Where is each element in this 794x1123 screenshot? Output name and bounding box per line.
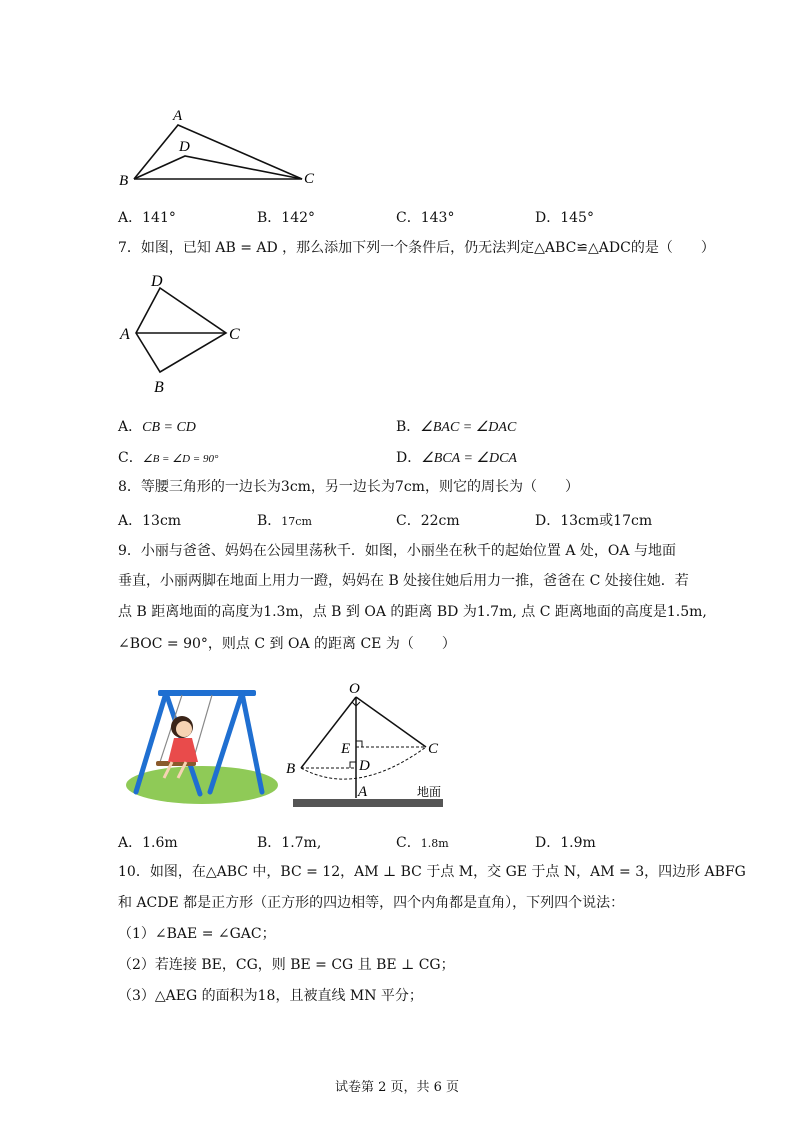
label-a: A — [358, 784, 368, 800]
q7-option-c[interactable] — [118, 447, 218, 467]
q7-option-b[interactable] — [396, 416, 516, 436]
q9-stem-line4: ∠BOC = 90°，则点 C 到 OA 的距离 CE 为（ ） — [118, 636, 456, 652]
option-text: 1.9m — [560, 835, 596, 851]
option-letter: A． — [118, 835, 143, 851]
option-letter: B． — [396, 419, 421, 435]
segment-oc — [356, 697, 426, 747]
option-text: 17cm — [281, 515, 312, 528]
label-b: B — [286, 761, 296, 777]
option-letter: C． — [396, 835, 421, 851]
option-text: 13cm — [142, 513, 182, 529]
option-text: 1.8m — [420, 837, 449, 850]
q6-option-a[interactable] — [118, 207, 176, 227]
right-angle-e — [356, 741, 362, 747]
q10-stem-line1: 10．如图，在△ABC 中，BC = 12，AM ⊥ BC 于点 M，交 GE 于点 N，AM = 3，四边形 ABFG — [118, 864, 746, 880]
grass-patch — [126, 766, 278, 804]
label-a: A — [173, 108, 183, 124]
segment-ob — [301, 697, 356, 768]
q7-option-a[interactable] — [118, 416, 196, 436]
swing-illustration — [124, 682, 284, 807]
label-b: B — [119, 173, 129, 189]
option-text: 142° — [281, 210, 316, 226]
option-text: 22cm — [420, 513, 460, 529]
option-text: ∠BCA = ∠DCA — [421, 451, 517, 466]
ground-bar — [293, 799, 443, 807]
label-d: D — [151, 273, 163, 290]
label-ground: 地面 — [417, 785, 442, 799]
label-c: C — [428, 741, 439, 757]
q9-stem-line3: 点 B 距离地面的高度为1.3m，点 B 到 OA 的距离 BD 为1.7m, 点 C 距离地面的高度是1.5m, — [118, 604, 707, 620]
quadrilateral-abcd — [136, 288, 226, 372]
right-angle-d — [350, 762, 356, 768]
option-letter: C． — [396, 210, 421, 226]
option-letter: B． — [257, 210, 282, 226]
label-d: D — [359, 758, 370, 774]
q9-option-c[interactable] — [396, 832, 449, 852]
option-text: 141° — [142, 210, 176, 226]
q10-statement-1: （1）∠BAE = ∠GAC； — [118, 926, 276, 942]
q7-stem: 7．如图，已知 AB = AD ，那么添加下列一个条件后，仍无法判定△ABC≌△ADC的是（ ） — [118, 240, 715, 256]
q6-triangle-figure — [110, 100, 330, 195]
q10-statement-2: （2）若连接 BE，CG，则 BE = CG 且 BE ⊥ CG； — [118, 957, 455, 973]
option-letter: C． — [396, 513, 421, 529]
option-text: 13cm或17cm — [560, 513, 653, 529]
q9-stem-line2: 垂直，小丽两脚在地面上用力一蹬，妈妈在 B 处接住她后用力一推，爸爸在 C 处接住她．若 — [118, 573, 689, 589]
q8-option-b[interactable] — [257, 510, 312, 530]
q9-option-b[interactable] — [257, 832, 321, 852]
label-c: C — [229, 326, 240, 343]
q8-stem: 8．等腰三角形的一边长为3cm，另一边长为7cm，则它的周长为（ ） — [118, 479, 579, 495]
q6-option-d[interactable] — [535, 207, 594, 227]
q9-stem-line1: 9．小丽与爸爸、妈妈在公园里荡秋千．如图，小丽坐在秋千的起始位置 A 处，OA 与地面 — [118, 543, 676, 559]
label-e: E — [341, 741, 351, 757]
option-letter: D． — [535, 835, 561, 851]
label-c: C — [304, 171, 315, 187]
label-b: B — [154, 379, 164, 396]
label-o: O — [349, 681, 360, 697]
q8-option-d[interactable] — [535, 510, 652, 530]
option-letter: C． — [118, 450, 143, 466]
label-d: D — [179, 139, 190, 155]
label-a: A — [120, 326, 130, 343]
q8-option-a[interactable] — [118, 510, 181, 530]
q9-option-a[interactable] — [118, 832, 178, 852]
triangle-abc — [134, 125, 302, 179]
page-footer: 试卷第 2 页，共 6 页 — [334, 1080, 460, 1095]
q7-kite-figure — [110, 268, 260, 398]
q6-option-c[interactable] — [396, 207, 454, 227]
q9-option-d[interactable] — [535, 832, 596, 852]
option-text: 1.7m, — [281, 835, 322, 851]
option-letter: B． — [257, 513, 282, 529]
q10-stem-line2: 和 ACDE 都是正方形（正方形的四边相等，四个内角都是直角），下列四个说法： — [118, 895, 625, 911]
option-text: ∠BAC = ∠DAC — [420, 420, 517, 435]
option-text: 143° — [420, 210, 455, 226]
option-text: 145° — [560, 210, 594, 226]
option-letter: D． — [535, 210, 561, 226]
option-letter: D． — [535, 513, 561, 529]
girl-face — [176, 721, 192, 737]
q6-option-b[interactable] — [257, 207, 315, 227]
q8-option-c[interactable] — [396, 510, 460, 530]
option-letter: A． — [118, 513, 143, 529]
option-letter: D． — [396, 450, 422, 466]
option-text: CB = CD — [142, 420, 196, 435]
option-letter: A． — [118, 419, 143, 435]
option-text: 1.6m — [142, 835, 178, 851]
option-letter: A． — [118, 210, 143, 226]
option-text: ∠B = ∠D = 90° — [142, 453, 219, 465]
option-letter: B． — [257, 835, 282, 851]
q9-geometry-figure — [285, 680, 455, 810]
q7-option-d[interactable] — [396, 447, 517, 467]
q10-statement-3: （3）△AEG 的面积为18，且被直线 MN 平分； — [118, 988, 423, 1004]
girl-dress — [168, 738, 198, 762]
